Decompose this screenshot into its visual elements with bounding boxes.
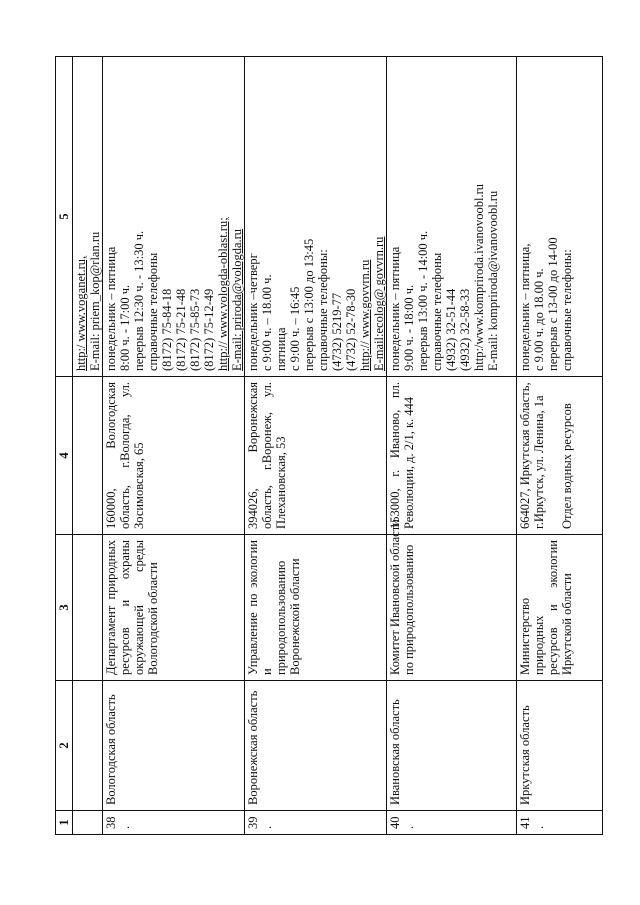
email-link[interactable]: E-mail: kompriroda@ivanovoobl.ru (486, 190, 500, 371)
column-header-5: 5 (56, 57, 73, 377)
rotated-page (55, 57, 572, 835)
table-row (245, 57, 387, 835)
row-number: 41. (517, 811, 603, 835)
row-number: 39. (245, 811, 387, 835)
contacts-table (55, 56, 603, 835)
address-cell: 160000, Вологодская область, г.Вологда, ул. Зосимовская, 65 (103, 377, 245, 535)
continued-contacts-cell (73, 57, 103, 377)
contacts-cell: понедельник – пятница 8:00 ч. - 17:00 ч. перерыв 12:30 ч. - 13:30 ч. справочные телефоны (8172) 75-84-18 (8172) 75-21-48 (8172) 75-85-73 (8172) 75-12-49 http:// www.vologda-oblast.ru; E-mail: priroda@vologda.ru (103, 57, 245, 377)
region-cell: Воронежская область (245, 681, 387, 811)
contacts-cell: понедельник – пятница 9:00 ч. - 18:00 ч. перерыв 13:00 ч. - 14:00 ч. справочные телефоны (4932) 32-51-44 (4932) 32-58-33 http:/www.kompriroda.ivanovoobl.ru E-mail: kompriroda@ivanovoobl.ru (387, 57, 517, 377)
address-cell: 394026, Воронежская область, г.Воронеж, ул. Плехановская, 53 (245, 377, 387, 535)
organization-cell: Министерство природных ресурсов и экологии Иркутской области (517, 535, 603, 681)
row-number: 38. (103, 811, 245, 835)
contacts-cell: понедельник – пятница, с 9.00 ч. до 18.00 ч. перерыв с 13-00 до 14-00 справочные телефоны: (517, 57, 603, 377)
website-link[interactable]: http:// www.vologda-oblast.ru; (216, 217, 230, 371)
organization-cell: Комитет Ивановской области по природопользованию (387, 535, 517, 681)
website-link[interactable]: http:/ www.voganet.ru, (74, 255, 88, 371)
organization-cell: Департамент природных ресурсов и охраны окружающей среды Вологодской области (103, 535, 245, 681)
region-cell: Иркутская область (517, 681, 603, 811)
region-cell: Ивановская область (387, 681, 517, 811)
row-number: 40. (387, 811, 517, 835)
table-row (103, 57, 245, 835)
column-header-4: 4 (56, 377, 73, 535)
column-header-1: 1 (56, 811, 73, 835)
region-cell: Вологодская область (103, 681, 245, 811)
table-row (387, 57, 517, 835)
column-header-2: 2 (56, 681, 73, 811)
email-link[interactable]: E-mail: priem_kop@rlan.ru (88, 231, 102, 371)
header-row (56, 57, 73, 835)
organization-cell: Управление по экологии и природопользованию Воронежской области (245, 535, 387, 681)
table-row-continued (73, 57, 103, 835)
column-header-3: 3 (56, 535, 73, 681)
address-cell: 153000, г. Иваново, пл. Революции, д. 2/1, к. 444 (387, 377, 517, 535)
email-link[interactable]: E-mail: priroda@vologda.ru (230, 228, 244, 371)
email-link[interactable]: E-mail:ecolog@ govvrn.ru (372, 236, 386, 371)
table-row (517, 57, 603, 835)
contacts-cell: понедельник –четверг с 9:00 ч. – 18.00 ч. пятница с 9:00 ч. – 16:45 перерыв с 13:00 до 13:45 справочные телефоны: (4732) 5219-77 (4732) 52-78-30 http:// www.govvrn.ru E-mail:ecolog@ govvrn.ru (245, 57, 387, 377)
address-cell: 664027, Иркутская область, г.Иркутск, ул. Ленина, 1а Отдел водных ресурсов (517, 377, 603, 535)
website-link[interactable]: http:// www.govvrn.ru (358, 259, 372, 371)
website-link[interactable]: http:/www.kompriroda.ivanovoobl.ru (472, 183, 486, 371)
